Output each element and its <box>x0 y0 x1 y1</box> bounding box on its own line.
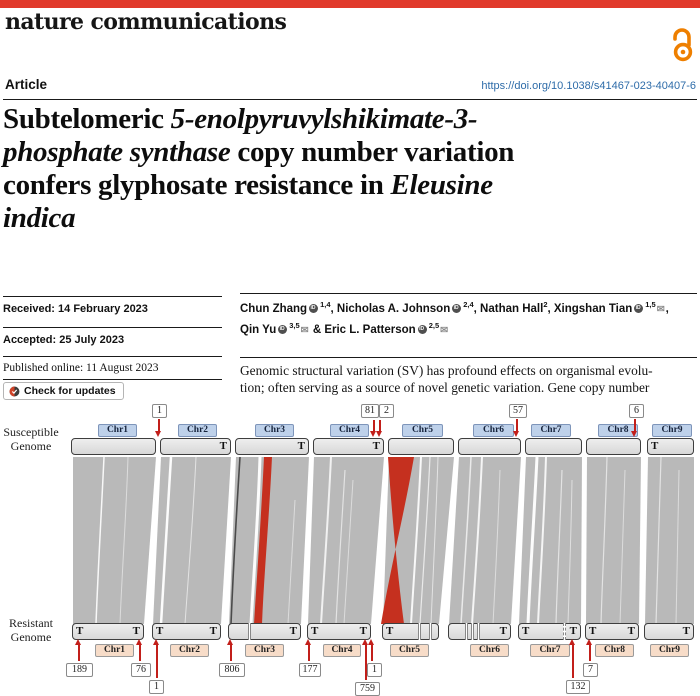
telomere-mark: T <box>209 625 217 637</box>
bottom-chr7-bar <box>518 623 581 640</box>
bottom-chr3-label: Chr3 <box>245 644 284 657</box>
received-date: Received: 14 February 2023 <box>3 303 148 315</box>
arrow-bottom-806 <box>230 644 232 661</box>
top-chr9-label: Chr9 <box>652 424 692 437</box>
bottom-chr8-bar <box>585 623 639 640</box>
title-line-1: Subtelomeric 5-enolpyruvylshikimate-3- <box>3 103 478 135</box>
top-chr1-bar <box>71 438 156 455</box>
top-chr5-label: Chr5 <box>402 424 443 437</box>
telomere-mark: T <box>682 625 690 637</box>
bottom-chr5-label: Chr5 <box>390 644 429 657</box>
abstract-line-1: Genomic structural variation (SV) has profound effects on organismal evolu- <box>240 363 653 378</box>
bottom-chr2-label: Chr2 <box>170 644 209 657</box>
telomere-mark: T <box>569 625 577 637</box>
telomere-mark: T <box>372 440 380 452</box>
callout-top-2: 2 <box>379 404 394 418</box>
telomere-mark: T <box>219 440 227 452</box>
bottom-chr1-label: Chr1 <box>95 644 134 657</box>
top-chr4-bar <box>313 438 384 455</box>
segment-divider <box>248 623 251 640</box>
email-icon[interactable]: ✉ <box>300 324 309 336</box>
telomere-mark: T <box>297 440 305 452</box>
top-chr8-label: Chr8 <box>598 424 638 437</box>
article-type-label: Article <box>5 77 48 92</box>
accepted-date: Accepted: 25 July 2023 <box>3 334 125 346</box>
bottom-chr9-label: Chr9 <box>650 644 689 657</box>
arrow-bottom-7 <box>589 644 591 661</box>
telomere-mark: T <box>651 440 659 452</box>
bottom-chr6-bar <box>448 623 511 640</box>
callout-top-1: 1 <box>152 404 167 418</box>
top-chr6-label: Chr6 <box>473 424 514 437</box>
email-icon[interactable]: ✉ <box>440 324 449 336</box>
bottom-chr9-bar <box>644 623 694 640</box>
arrow-bottom-189 <box>78 644 80 661</box>
top-chr3-label: Chr3 <box>255 424 294 437</box>
arrow-top-1 <box>158 419 160 432</box>
segment-divider-dashed <box>563 623 566 640</box>
bottom-chr5-bar <box>382 623 439 640</box>
bottom-chr3-bar <box>228 623 301 640</box>
arrow-bottom-177 <box>308 644 310 661</box>
callout-bottom-1-left: 1 <box>149 680 164 694</box>
arrow-bottom-76 <box>139 644 141 661</box>
title-line-4: indica <box>3 202 76 234</box>
telomere-mark: T <box>132 625 140 637</box>
segment-divider <box>477 623 480 640</box>
segment-divider <box>418 623 421 640</box>
arrow-top-2 <box>379 420 381 432</box>
telomere-mark: T <box>359 625 367 637</box>
top-chr1-label: Chr1 <box>98 424 137 437</box>
bottom-chr6-label: Chr6 <box>470 644 509 657</box>
arrow-top-81 <box>373 420 375 432</box>
author-line-1: Chun Zhang iD $^{1,4}$, Nicholas A. Johnson iD $^{2,4}$, Nathan Hall$^2$, Xingshan TianiD $^{1,5}$✉, <box>240 297 698 318</box>
callout-bottom-189: 189 <box>66 663 93 677</box>
check-for-updates-label: Check for updates <box>24 385 116 397</box>
top-chr3-bar <box>235 438 309 455</box>
bottom-chr4-bar <box>307 623 371 640</box>
callout-bottom-132: 132 <box>566 680 590 694</box>
bottom-chr7-label: Chr7 <box>530 644 570 657</box>
top-chr2-bar <box>160 438 231 455</box>
telomere-mark: T <box>386 625 394 637</box>
callout-bottom-76: 76 <box>131 663 151 677</box>
callout-bottom-759: 759 <box>355 682 380 696</box>
author-line-2: Qin Yu iD $^{3,5}$✉ & Eric L. Patterson iD $^{2,5}$✉ <box>240 318 698 339</box>
arrow-top-6 <box>634 419 636 432</box>
segment-divider <box>471 623 474 640</box>
callout-top-57: 57 <box>509 404 527 418</box>
callout-bottom-806: 806 <box>219 663 245 677</box>
doi-link[interactable]: https://doi.org/10.1038/s41467-023-40407-6 <box>481 80 696 92</box>
telomere-mark: T <box>627 625 635 637</box>
title-line-2: phosphate synthase copy number variation <box>3 136 515 168</box>
top-chr4-label: Chr4 <box>330 424 369 437</box>
resistant-genome-label: Resistant Genome <box>9 616 53 644</box>
top-chr9-bar <box>647 438 694 455</box>
segment-divider <box>465 623 468 640</box>
top-chr5-bar <box>388 438 454 455</box>
top-chr2-label: Chr2 <box>178 424 217 437</box>
telomere-mark: T <box>311 625 319 637</box>
published-date: Published online: 11 August 2023 <box>3 362 159 374</box>
callout-bottom-177: 177 <box>299 663 321 677</box>
telomere-mark: T <box>522 625 530 637</box>
segment-divider <box>429 623 432 640</box>
callout-bottom-7: 7 <box>583 663 598 677</box>
telomere-mark: T <box>589 625 597 637</box>
arrow-top-57 <box>516 419 518 432</box>
bottom-chr8-label: Chr8 <box>595 644 634 657</box>
telomere-mark: T <box>289 625 297 637</box>
susceptible-genome-label: Susceptible Genome <box>3 425 59 453</box>
journal-logo: nature communications <box>5 9 287 35</box>
top-chr8-bar <box>586 438 641 455</box>
arrow-bottom-132 <box>572 644 574 678</box>
callout-top-81: 81 <box>361 404 379 418</box>
arrow-bottom-1-right <box>371 644 373 661</box>
callout-bottom-1-right: 1 <box>367 663 382 677</box>
title-line-3: confers glyphosate resistance in Eleusine <box>3 169 493 201</box>
callout-top-6: 6 <box>629 404 644 418</box>
bottom-chr2-bar <box>152 623 221 640</box>
bottom-chr1-bar <box>72 623 144 640</box>
abstract-line-2: tion; often serving as a source of novel genetic variation. Gene copy number <box>240 379 650 395</box>
telomere-mark: T <box>499 625 507 637</box>
top-chr6-bar <box>458 438 521 455</box>
bottom-chr4-label: Chr4 <box>323 644 361 657</box>
telomere-mark: T <box>156 625 164 637</box>
top-chr7-label: Chr7 <box>531 424 571 437</box>
top-chr7-bar <box>525 438 582 455</box>
email-icon[interactable]: ✉ <box>656 303 665 315</box>
arrow-bottom-1-left <box>156 644 158 678</box>
telomere-mark: T <box>76 625 84 637</box>
